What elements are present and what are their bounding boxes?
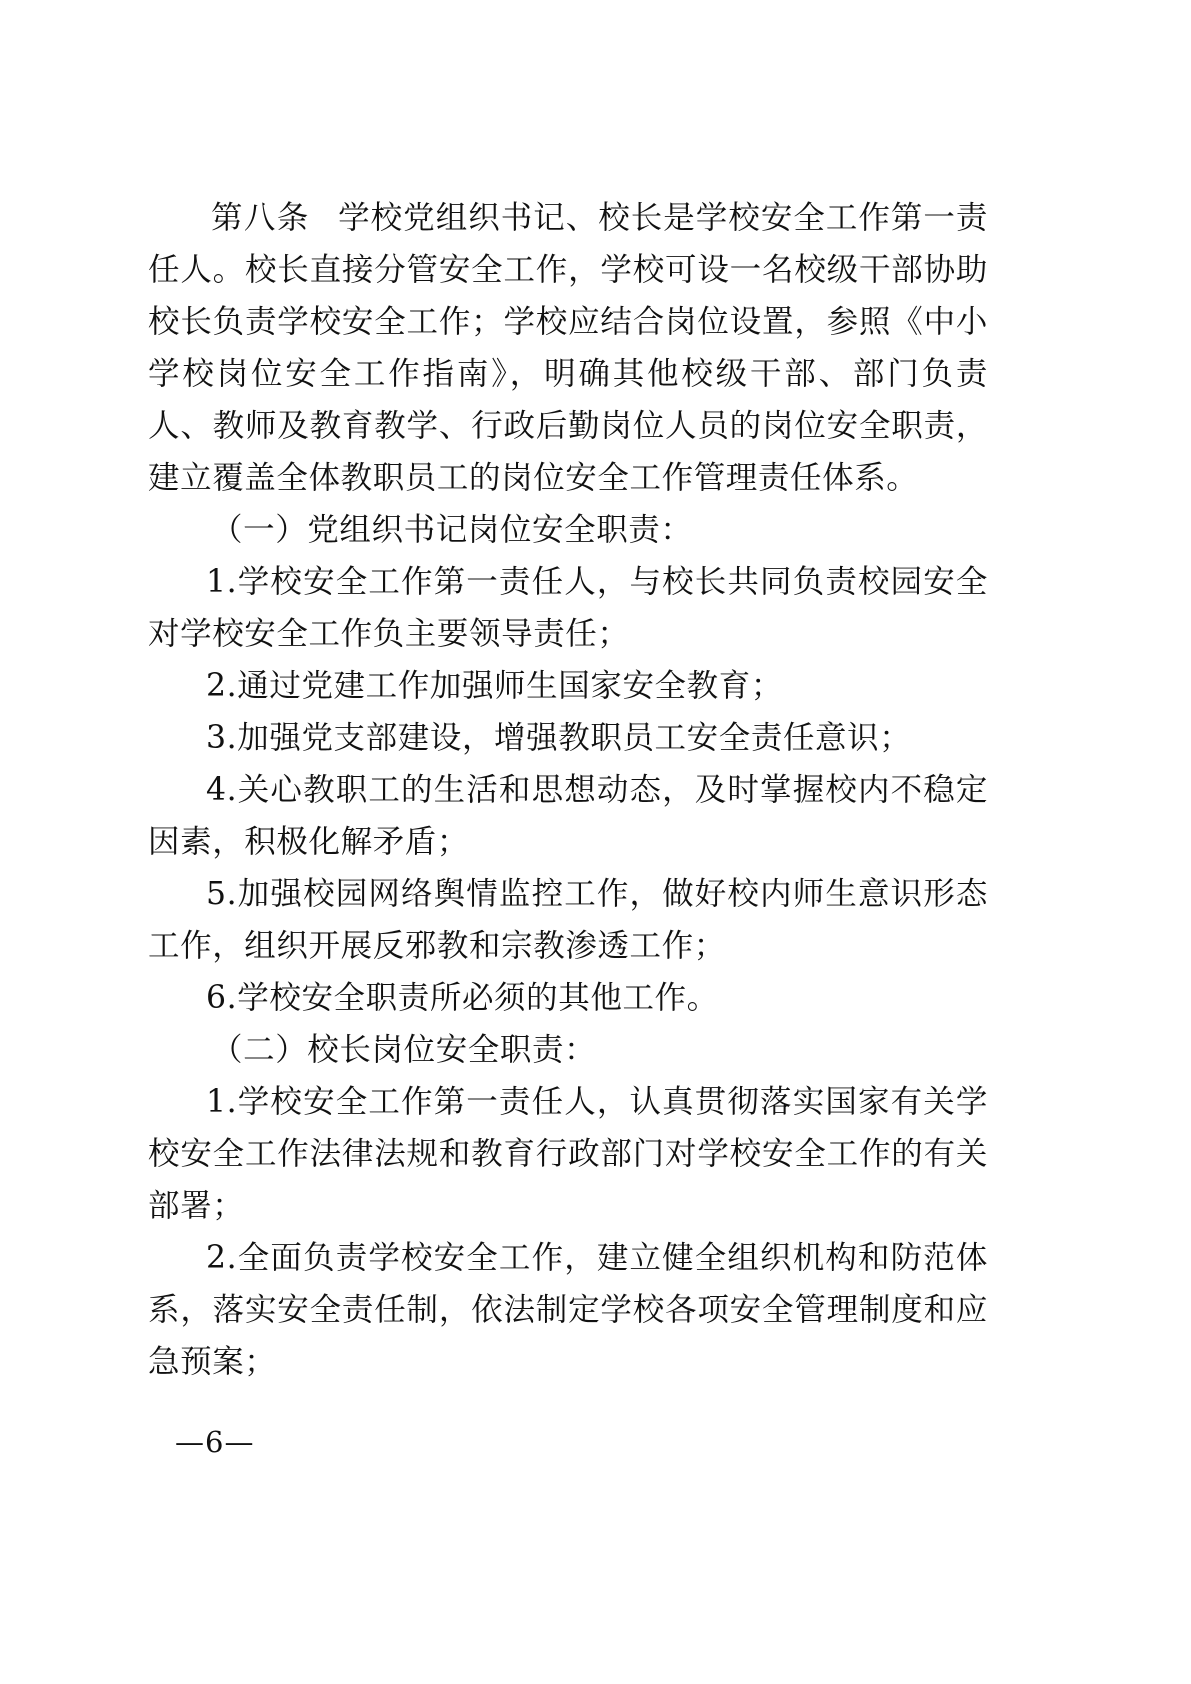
paragraph-item-1-1: 1.学校安全工作第一责任人，与校长共同负责校园安全对学校安全工作负主要领导责任；	[148, 564, 988, 652]
article-text: 学校党组织书记、校长是学校安全工作第一责任人。校长直接分管安全工作，学校可设一名校级干部协助校长负责学校安全工作；学校应结合岗位设置，参照《中小学校岗位安全工作指南》，明确其他校级干部、部门负责人、教师及教育教学、行政后勤岗位人员的岗位安全职责，建立覆盖全体教职员工的岗位安全工作管理责任体系。	[148, 200, 988, 496]
paragraph-item-1-4: 4.关心教职工的生活和思想动态，及时掌握校内不稳定因素，积极化解矛盾；	[148, 772, 988, 860]
paragraph-item-2-1: 1.学校安全工作第一责任人，认真贯彻落实国家有关学校安全工作法律法规和教育行政部门对学校安全工作的有关部署；	[148, 1084, 988, 1224]
page-number: —6—	[175, 1425, 255, 1459]
paragraph-item-1-2: 2.通过党建工作加强师生国家安全教育；	[206, 668, 783, 704]
paragraph-item-1-6: 6.学校安全职责所必须的其他工作。	[206, 980, 719, 1016]
paragraph-item-1-5: 5.加强校园网络舆情监控工作，做好校内师生意识形态工作，组织开展反邪教和宗教渗透工作；	[148, 876, 988, 964]
paragraph-item-1-3: 3.加强党支部建设，增强教职员工安全责任意识；	[206, 720, 912, 756]
paragraph-section-two-heading: （二）校长岗位安全职责：	[211, 1032, 597, 1068]
paragraph-item-2-2: 2.全面负责学校安全工作，建立健全组织机构和防范体系，落实安全责任制，依法制定学校各项安全管理制度和应急预案；	[148, 1240, 988, 1380]
paragraph-article-8	[148, 192, 988, 504]
paragraph-section-one-heading: （一）党组织书记岗位安全职责：	[211, 512, 693, 548]
article-label: 第八条	[211, 200, 310, 236]
document-body	[148, 192, 988, 1388]
